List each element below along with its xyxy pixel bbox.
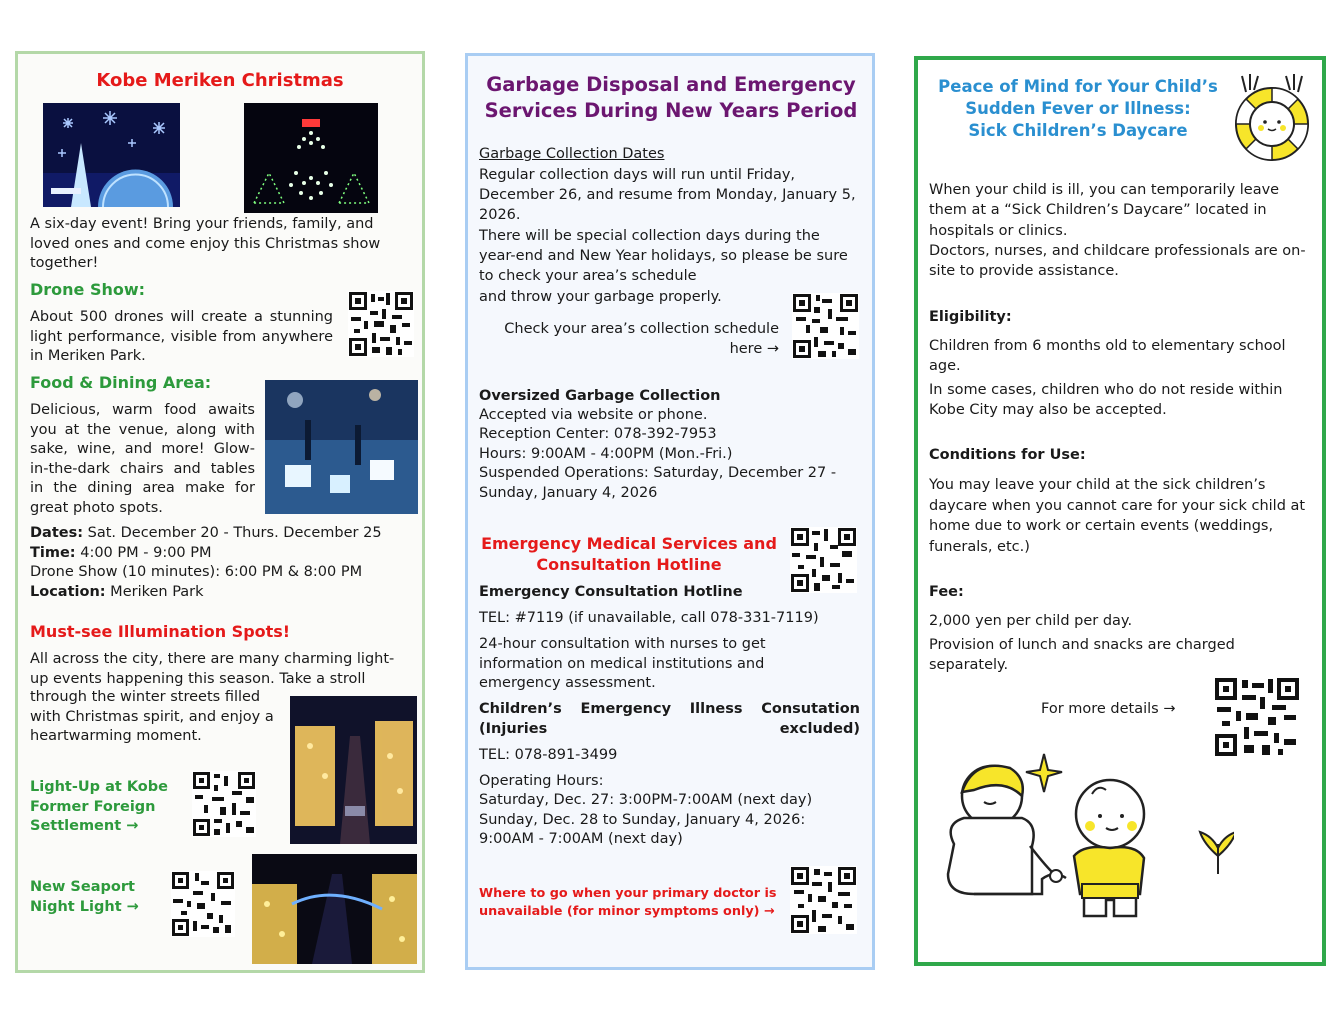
dates-value: Sat. December 20 - Thurs. December 25 <box>83 525 382 541</box>
oversized-line: Accepted via website or phone. <box>479 407 708 423</box>
schedule-qr-code[interactable] <box>792 293 859 359</box>
christmas-intro: A six-day event! Bring your friends, family, and loved ones and come enjoy this Christmas show together! <box>30 216 381 272</box>
conditions-heading: Conditions for Use: <box>929 447 1086 463</box>
hours-line: Operating Hours: <box>479 773 604 789</box>
daycare-title-line-2: Sudden Fever or Illness: <box>965 99 1191 118</box>
illumination-text-2: through the winter streets filled with Christmas spirit, and enjoy a heartwarming moment. <box>30 689 274 745</box>
oversized-line: Hours: 9:00AM - 4:00PM (Mon.-Fri.) <box>479 445 733 462</box>
schedule-link-line-2: here → <box>729 341 779 358</box>
location-label: Location: <box>30 583 106 600</box>
illumination-heading: Must-see Illumination Spots! <box>30 622 291 641</box>
garbage-emergency-panel <box>465 53 875 970</box>
collection-text-1: Regular collection days will run until Friday, December 26, and resume from Monday, January 5, 2026. <box>479 167 856 224</box>
time-label: Time: <box>30 544 76 561</box>
oversized-line: Sunday, January 4, 2026 <box>479 484 658 501</box>
seaport-night-photo <box>252 854 417 964</box>
emergency-qr-code[interactable] <box>790 527 857 593</box>
lightup-link[interactable]: Light-Up at Kobe Former Foreign Settlement → <box>30 779 168 835</box>
hotline-tel: TEL: #7119 (if unavailable, call 078-331-7119) <box>479 610 819 626</box>
location-value: Meriken Park <box>105 583 204 600</box>
oversized-line: Suspended Operations: Saturday, December 27 - <box>479 465 837 482</box>
daycare-intro-1: When your child is ill, you can temporarily leave them at a “Sick Children’s Daycare” located in hospitals or clinics. <box>929 182 1280 239</box>
daycare-intro-2: Doctors, nurses, and childcare professionals are on-site to provide assistance. <box>929 243 1306 280</box>
christmas-panel <box>15 51 425 973</box>
seaport-qr-code[interactable] <box>171 871 235 937</box>
operating-hours <box>479 772 864 850</box>
drone-text: About 500 drones will create a stunning light performance, visible from anywhere in Meriken Park. <box>30 309 333 365</box>
daycare-title-line-1: Peace of Mind for Your Child’s <box>938 77 1218 96</box>
eligibility-text-1: Children from 6 months old to elementary school age. <box>929 338 1286 375</box>
drone-qr-code[interactable] <box>348 291 414 357</box>
oversized-line: Reception Center: 078-392-7953 <box>479 426 717 443</box>
doctor-qr-code[interactable] <box>790 866 857 934</box>
hours-line: 9:00AM - 7:00AM (next day) <box>479 831 683 848</box>
eligibility-heading: Eligibility: <box>929 309 1012 325</box>
lightup-qr-code[interactable] <box>192 771 256 837</box>
street-lights-photo <box>290 696 417 844</box>
glow-dining-photo <box>265 380 418 514</box>
droneshow-value: (10 minutes): 6:00 PM & 8:00 PM <box>117 564 363 581</box>
collection-text-3: and throw your garbage properly. <box>479 289 722 305</box>
fee-text-1: 2,000 yen per child per day. <box>929 613 1133 629</box>
daycare-title <box>928 76 1228 142</box>
schedule-link-line-1: Check your area’s collection schedule <box>504 321 779 337</box>
food-heading: Food & Dining Area: <box>30 373 212 392</box>
hotline-heading: Emergency Consultation Hotline <box>479 584 743 600</box>
garbage-title: Garbage Disposal and Emergency Services During New Years Period <box>484 73 858 122</box>
emergency-heading: Emergency Medical Services and Consultation Hotline <box>481 534 777 574</box>
collection-heading <box>479 145 664 165</box>
dates-label: Dates: <box>30 525 84 541</box>
fee-text-2: Provision of lunch and snacks are charged separately. <box>929 637 1235 674</box>
time-value: 4:00 PM - 9:00 PM <box>75 544 212 561</box>
oversized-heading: Oversized Garbage Collection <box>479 388 721 404</box>
daycare-title-line-3: Sick Children’s Daycare <box>968 121 1188 140</box>
fee-heading: Fee: <box>929 584 964 600</box>
details-link[interactable]: For more details → <box>1041 701 1176 717</box>
hours-line: Sunday, Dec. 28 to Sunday, January 4, 2026: <box>479 811 806 828</box>
drone-heading: Drone Show: <box>30 280 146 299</box>
eligibility-text-2: In some cases, children who do not reside within Kobe City may also be accepted. <box>929 382 1283 419</box>
oversized-info <box>479 406 864 503</box>
hours-line: Saturday, Dec. 27: 3:00PM-7:00AM (next day) <box>479 792 813 809</box>
children-heading: Children’s Emergency Illness Consutation (Injuries excluded) <box>479 701 860 737</box>
children-heading-line-1 <box>479 700 860 739</box>
christmas-dome-photo <box>43 103 180 207</box>
illumination-text-1: All across the city, there are many charming light-up events happening this season. Take a stroll <box>30 651 395 687</box>
drone-snowman-photo <box>244 103 378 213</box>
lifebuoy-baby-illustration <box>1228 68 1316 166</box>
daycare-panel <box>914 56 1326 966</box>
christmas-title: Kobe Meriken Christmas <box>96 70 344 91</box>
conditions-text: You may leave your child at the sick children’s daycare when you cannot care for your sick child at home due to work or certain events (weddings, funerals, etc.) <box>929 477 1306 555</box>
doctor-child-illustration <box>934 744 1234 944</box>
collection-text-2: There will be special collection days during the year-end and New Year holidays, so please be sure to check your area’s schedule <box>479 228 848 285</box>
seaport-link[interactable]: New Seaport Night Light → <box>30 879 139 915</box>
event-details <box>30 524 420 602</box>
children-tel: TEL: 078-891-3499 <box>479 747 618 763</box>
droneshow-label: Drone Show <box>30 564 118 581</box>
schedule-link[interactable] <box>479 319 779 359</box>
collection-heading-text: Garbage Collection Dates <box>479 146 665 162</box>
doctor-link[interactable]: Where to go when your primary doctor is unavailable (for minor symptoms only) → <box>479 886 777 919</box>
hotline-description: 24-hour consultation with nurses to get information on medical institutions and emergency assessment. <box>479 636 766 692</box>
food-text: Delicious, warm food awaits you at the venue, along with sake, wine, and more! Glow-in-the-dark chairs and tables in the dining area make for great photo spots. <box>30 402 255 516</box>
